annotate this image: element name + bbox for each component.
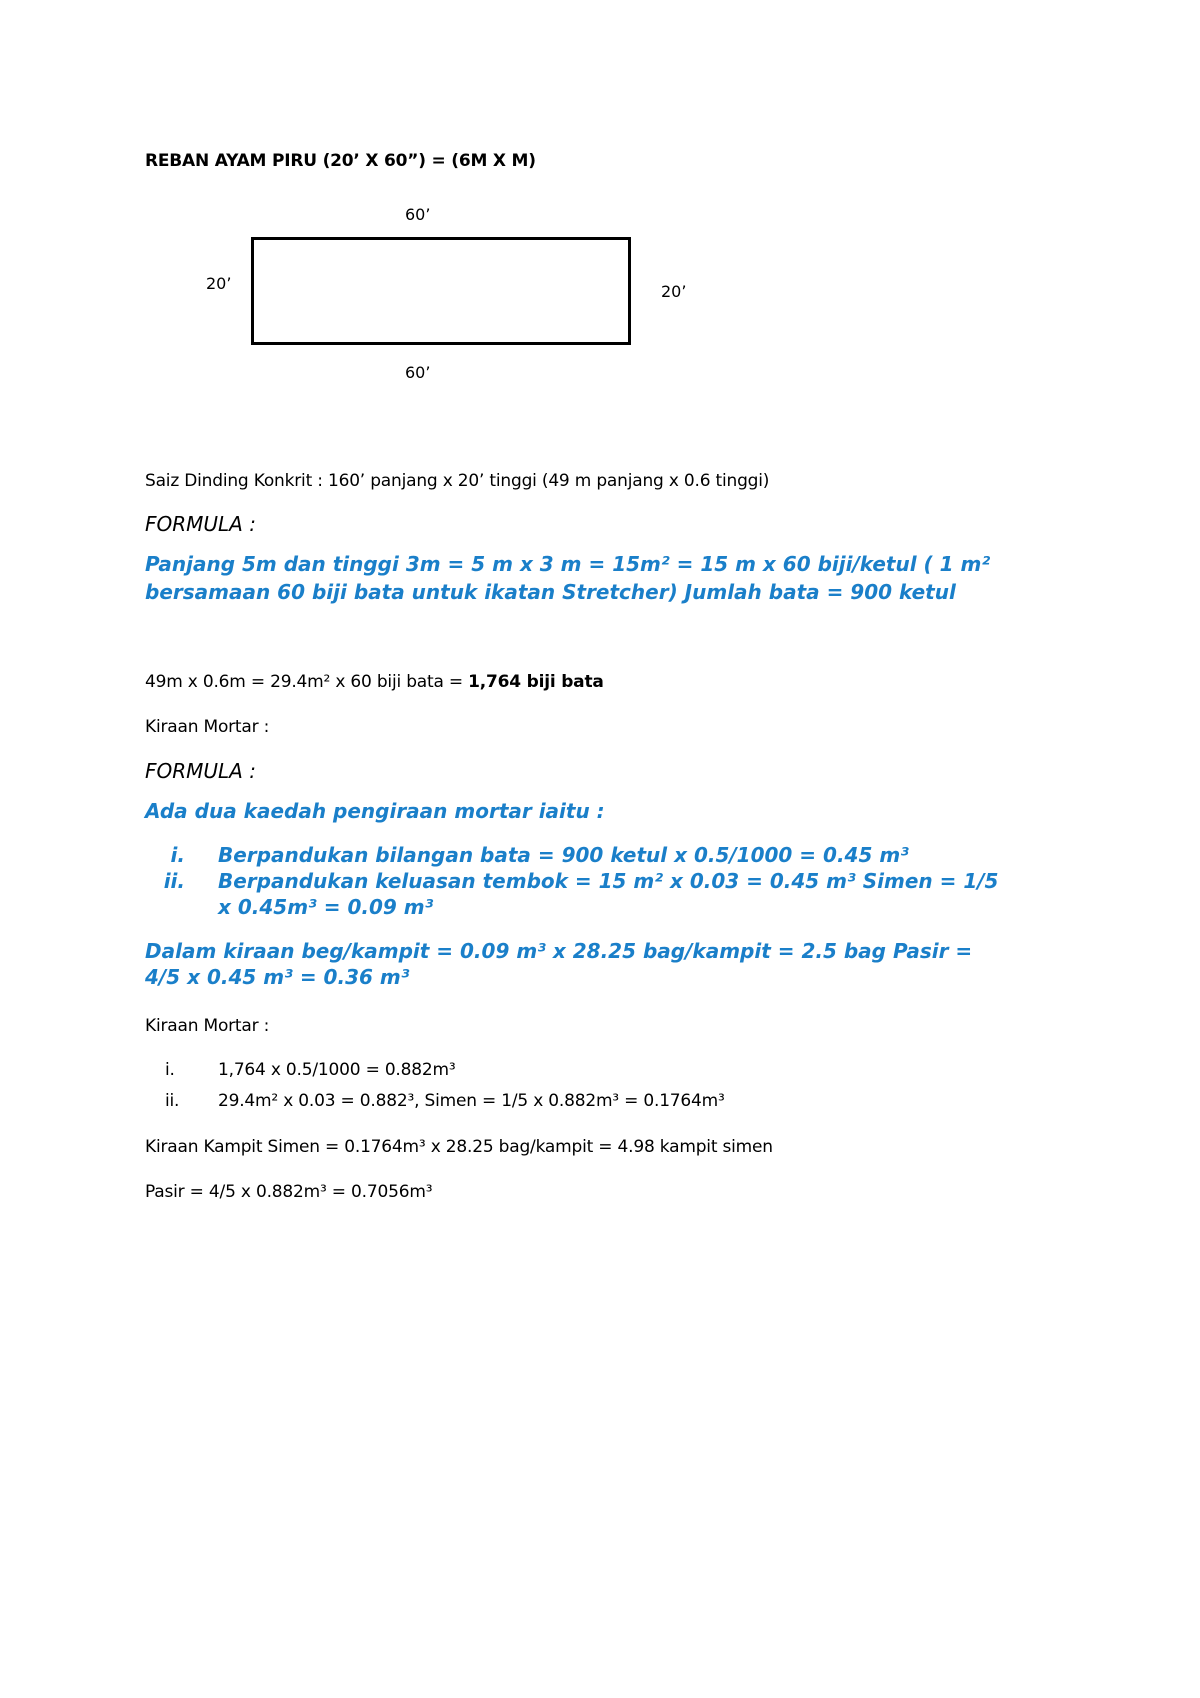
formula-1-line-1: Panjang 5m dan tinggi 3m = 5 m x 3 m = 15m² = 15 m x 60 biji/ketul ( 1 m² [145,552,991,576]
item-text-continued: x 0.45m³ = 0.09 m³ [218,895,434,919]
plan-rectangle [251,237,631,345]
brick-calc-result: 1,764 biji bata [468,672,604,692]
bag-calc-line-1: Dalam kiraan beg/kampit = 0.09 m³ x 28.25 bag/kampit = 2.5 bag Pasir = [145,939,973,963]
item-text: Berpandukan bilangan bata = 900 ketul x 0.5/1000 = 0.45 m³ [218,843,909,867]
item-number: ii. [163,869,185,893]
item-text: Berpandukan keluasan tembok = 15 m² x 0.03 = 0.45 m³ Simen = 1/5 [218,869,999,893]
formula-1-line-2: bersamaan 60 biji bata untuk ikatan Stretcher) Jumlah bata = 900 ketul [145,580,956,604]
dimension-top: 60’ [405,205,431,224]
formula-heading-2: FORMULA : [145,759,256,783]
document-title: REBAN AYAM PIRU (20’ X 60”) = (6M X M) [145,151,536,171]
brick-calculation [145,672,604,692]
item-text: 29.4m² x 0.03 = 0.882³, Simen = 1/5 x 0.882m³ = 0.1764m³ [218,1091,725,1111]
dimension-left: 20’ [206,274,232,293]
mortar-label-1: Kiraan Mortar : [145,717,270,737]
brick-calc-expression: 49m x 0.6m = 29.4m² x 60 biji bata = [145,672,469,692]
bag-calc-line-2: 4/5 x 0.45 m³ = 0.36 m³ [145,965,410,989]
item-text: 1,764 x 0.5/1000 = 0.882m³ [218,1060,456,1080]
formula-2-intro: Ada dua kaedah pengiraan mortar iaitu : [145,799,605,823]
mortar-label-2: Kiraan Mortar : [145,1016,270,1036]
sand-text: Pasir = 4/5 x 0.882m³ = 0.7056m³ [145,1182,433,1202]
dimension-right: 20’ [661,282,687,301]
item-number: ii. [165,1091,180,1111]
item-number: i. [170,843,185,867]
cement-bags-text: Kiraan Kampit Simen = 0.1764m³ x 28.25 bag/kampit = 4.98 kampit simen [145,1137,773,1157]
wall-size-text: Saiz Dinding Konkrit : 160’ panjang x 20’ tinggi (49 m panjang x 0.6 tinggi) [145,471,770,491]
item-number: i. [165,1060,175,1080]
dimension-bottom: 60’ [405,363,431,382]
formula-heading-1: FORMULA : [145,512,256,536]
